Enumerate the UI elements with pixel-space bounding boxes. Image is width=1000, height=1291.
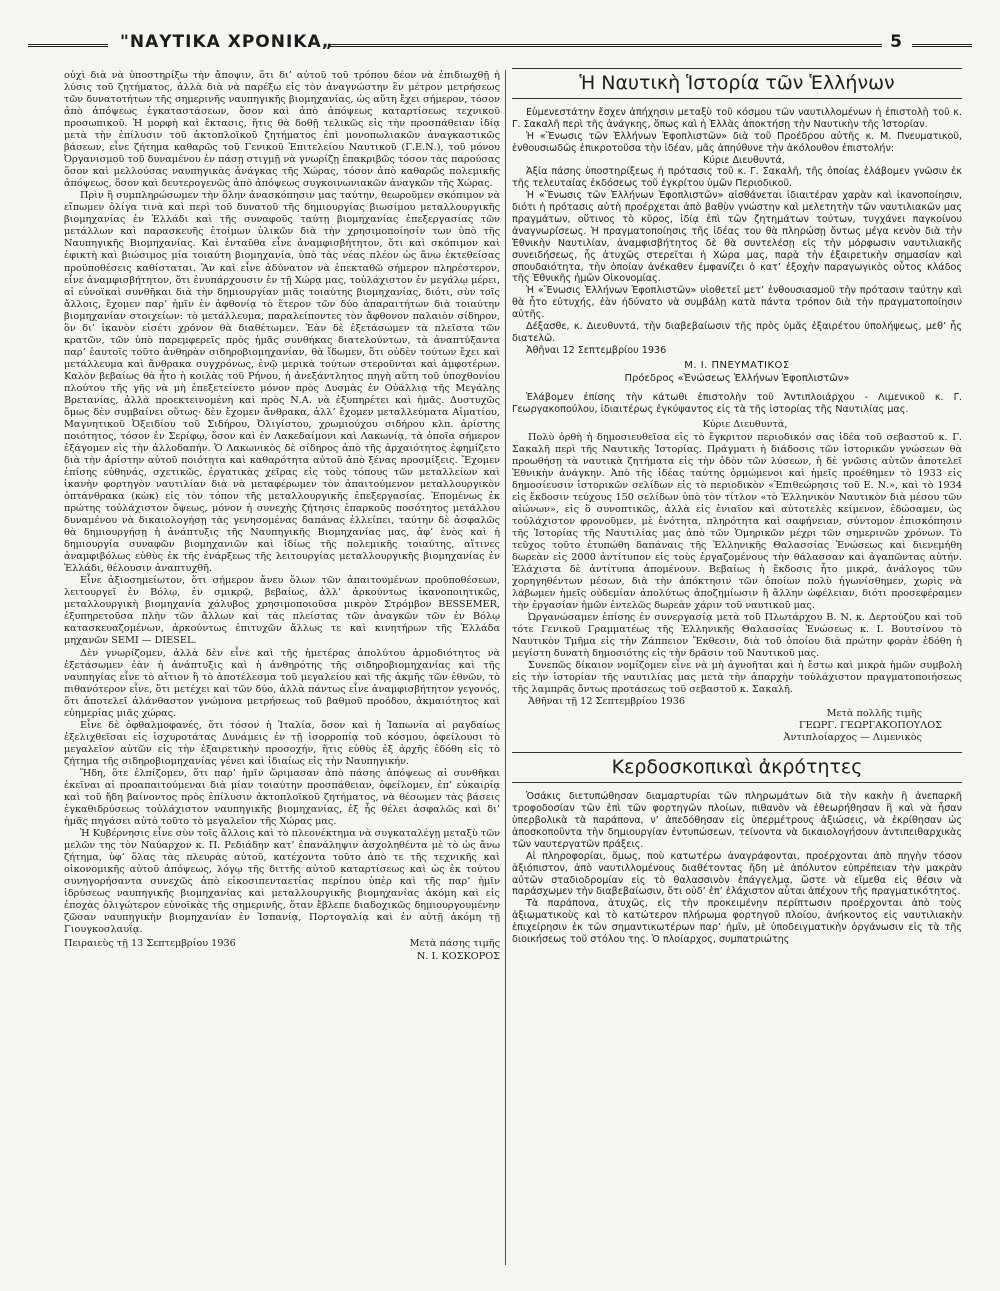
letter2-paragraph: Ὠργανώσαμεν ἐπίσης ἐν συνεργασίᾳ μετὰ τοῦ Πλωτάρχου Β. Ν. κ. Δερτούζου καὶ τοῦ τότε Γενικοῦ Γραμματέως τῆς Ἑλληνικῆς Θαλασσίας Ἑνώσεως κ. Ι. Βουτσίνου τὸ Ναυτικὸν Τμῆμα εἰς τὴν Ζάππειον Ἔκθεσιν, διὰ τοῦ ὁποίου διὰ πρώτην φορὰν ἐδόθη ἡ μεγίστη δυνατὴ δημοσιότης εἰς τὴν δρᾶσιν τοῦ Ναυτικοῦ μας. <box>512 611 962 660</box>
letter2-paragraph: Συνεπῶς δίκαιον νομίζομεν εἶνε νὰ μὴ ἀγνοῆται καὶ ἡ ἔστω καὶ μικρὰ ἡμῶν συμβολὴ εἰς τὴν ἱστορίαν τῆς ναυτιλίας μας μετὰ τὴν ἀπαρχὴν τοὐλάχιστον πραγματοποιήσεως τῆς λαμπρᾶς ὄντως προτάσεως τοῦ σεβαστοῦ κ. Σακαλῆ. <box>512 660 962 696</box>
letter1-signer-name: Μ. Ι. ΠΝΕΥΜΑΤΙΚΟΣ <box>684 359 790 371</box>
right-column <box>512 68 962 1278</box>
article-title-naval-history: Ἡ Ναυτικὴ Ἱστορία τῶν Ἑλλήνων <box>579 72 895 94</box>
letter2-signer-name: ΓΕΩΡΓ. ΓΕΩΡΓΑΚΟΠΟΥΛΟΣ <box>798 720 942 732</box>
letter1-paragraph: Ἡ «Ἕνωσις τῶν Ἑλλήνων Ἐφοπλιστῶν» αἰσθάνεται ἰδιαιτέραν χαρὰν καὶ ἱκανοποίησιν, διότι ἡ πρότασις αὐτὴ προέρχεται ἀπὸ βαθὺν γνώστην καὶ μελετητὴν τῶν ναυτιλιακῶν μας πραγμάτων, οὕτινος τὸ κῦρος, ἰδίᾳ ἐπὶ τῶν ζητημάτων τούτων, τυγχάνει παγκοίνου ἀναγνωρίσεως. Ἡ πραγματοποίησις τῆς ἰδέας του θὰ πληρώσῃ ὄντως μέγα κενὸν διὰ τὴν Ἐθνικὴν Ναυτιλίαν, ἀναμφισβήτητος δὲ θὰ συντελέσῃ εἰς τὴν μόρφωσιν ναυτιλιακῆς συνειδήσεως, ἧς ἀτυχῶς στερεῖται ἡ Χώρα μας, παρὰ τὴν ἐξαιρετικὴν σημασίαν καὶ σπουδαιότητα, τὴν ὁποίαν ἀνέκαθεν ἐμφανίζει ὁ κατ’ ἐξοχὴν παραγωγικὸς οὗτος κλάδος τῆς Ἐθνικῆς ἡμῶν Οἰκονομίας. <box>512 190 962 285</box>
header-rule-right <box>912 44 972 47</box>
letter2-closing: Μετὰ πολλῆς τιμῆς <box>826 708 922 720</box>
left-column <box>64 70 500 1270</box>
masthead-title: "ΝΑΥΤΙΚΑ ΧΡΟΝΙΚΑ„ <box>120 32 334 52</box>
letter1-signer-title: Πρόεδρος «Ἑνώσεως Ἑλλήνων Ἐφοπλιστῶν» <box>624 373 850 385</box>
left-paragraph: Πρὶν ἢ συμπληρώσωμεν τὴν ὅλην ἀνασκόπησιν μας ταύτην, θεωροῦμεν σκόπιμον νὰ εἴπωμεν ὀλίγα τινὰ καὶ περὶ τοῦ δυνατοῦ τῆς δημιουργίας βιωσίμου μεταλλουργικῆς βιομηχανίας ἐν Ἑλλάδι καὶ τῆς συναφοῦς ταύτῃ βιομηχανίας ἐπεξεργασίας τῶν μετάλλων καὶ παρασκευῆς ἑτοίμων ὑλικῶν διὰ τὴν χρησιμοποίησίν των ὑπὸ τῆς Ναυπηγικῆς Βιομηχανίας. Καὶ ἐνταῦθα εἶνε ἀναμφισβήτητον, ὅτι καὶ σκόπιμον καὶ ἐφικτὴ καὶ βιώσιμος μία τοιαύτη βιομηχανία, ὑπὸ τὰς νέας πλέον ὡς ἄνω ἐκτεθείσας προϋποθέσεις καθίσταται. Ἂν καὶ εἶνε ἀδύνατον νὰ ἐπεκταθῶ σήμερον πληρέστερον, εἶνε ἀναμφισβήτητον, ὅτι ἐνυπάρχουσιν ἐν τῇ Χώρᾳ μας, τοὐλάχιστον ἐν μεγάλῳ μέρει, αἱ εὐνοϊκαὶ συνθῆκαι διὰ τὴν δημιουργίαν μιᾶς τοιαύτης βιομηχανίας, διότι, σὺν τοῖς ἄλλοις, ἔχομεν παρ’ ἡμῖν ἐν ἀφθονίᾳ τὸ ἕτερον τῶν δύο ἀπαραιτήτων διὰ τοιαύτην βιομηχανίαν στοιχείων: τὸ μετάλλευμα, παραλείποντες τὸν ἄφθονον παλαιὸν σίδηρον, ὃν δι’ ἱκανὸν εἰσέτι χρόνον θὰ διαθέτωμεν. Ἐὰν δὲ ἐξετάσωμεν τὰ πλεῖστα τῶν κρατῶν, τῶν ὑπὸ παρεμφερεῖς πρὸς ἡμᾶς συνθήκας διατελούντων, τὰ ἀναπτύξαντα παρ’ ἑαυτοῖς τοῦτο ἀνθηρὰν σιδηροβιομηχανίαν, θὰ ἴδωμεν, ὅτι οὐδὲν τούτων ἔχει καὶ μετάλλευμα καὶ ἄνθρακα συγχρόνως, ἐνῷ μερικὰ τούτων στεροῦνται καὶ ἀμφοτέρων. Καλὸν βεβαίως θὰ ἦτο ἡ κοιλὰς τοῦ Ρήνου, ἡ ἀνεξάντλητος πηγὴ αὕτη τοῦ ὑποχθονίου πλούτου τῆς γῆς νὰ μὴ ἐπεξετείνετο μόνον πρὸς Δυσμὰς ἐν Οὐάλλιᾳ τῆς Μεγάλης Βρετανίας, ἀλλὰ προεκτεινομένη καὶ πρὸς Ν.Α. νὰ ἐξυπηρέτει καὶ ἡμᾶς. Δυστυχῶς ὅμως δὲν συμβαίνει οὕτως· δὲν ἔχομεν ἄνθρακα, ἀλλ’ ἔχομεν μεταλλεύματα Αἱματίου, Μαγνητικοῦ Ὀξειδίου τοῦ Σιδήρου, Ὀλιγίστου, χρωμιούχου σιδήρου κλπ. ἀρίστης ποιότητος, τόσον ἐν Σερίφῳ, ὅσον καὶ ἐν Λακεδαίμονι καὶ Λακωνίᾳ, τὰ ὁποῖα σήμερον ἐξάγομεν εἰς τὴν ἀλλοδαπήν. Ὁ Λακωνικὸς δὲ σίδηρος ἀπὸ τῆς ἀρχαιότητος ἐφημίζετο διὰ τὴν ἀρίστην αὐτοῦ ποιότητα καὶ καθαρότητα αὐτοῦ ἀπὸ ξένας προσμίξεις. Ἔχομεν ἐπίσης εὐθηνάς, σχετικῶς, ἐργατικὰς χεῖρας εἰς τοὺς τόπους τῶν μεταλλείων καὶ ἱκανὴν φορτηγὸν ναυτιλίαν διὰ νὰ μεταφέρωμεν τὸν ἀπαιτούμενον μεταλλουργικὸν ὀπτάνθρακα (κὼκ) εἰς τὸν τόπον τῆς μεταλλουργικῆς ἐπεξεργασίας. Ἐπομένως ἐκ πρώτης τοὐλάχιστον ὄψεως, μόνον ἡ συνεχὴς ζήτησις ἐπαρκοῦς ποσότητος μετάλλου δυναμένου νὰ δικαιολογήσῃ τὰς γενησομένας δαπάνας ἐλλείπει, ταύτην δὲ ἀσφαλῶς θὰ δημιουργήσῃ ἡ ἀνάπτυξις τῆς Ναυπηγικῆς Βιομηχανίας μας, ἀφ’ ἑνὸς καὶ ἡ δημιουργία συναφῶν βιομηχανιῶν καὶ ἰδίως τῆς πολεμικῆς τοιαύτης, αἵτινες ἀναμφιβόλως εὐθὺς ἐκ τῆς ἐνάρξεως τῆς λειτουργίας μεταλλουργικῆς βιομηχανίας ἐν Ἑλλάδι, θέλουσιν ἀναπτυχθῆ. <box>64 190 500 575</box>
left-paragraph: Ἡ Κυβέρνησις εἶνε σὺν τοῖς ἄλλοις καὶ τὸ πλεονέκτημα νὰ συγκαταλέγῃ μεταξὺ τῶν μελῶν της τὸν Ναύαρχον κ. Π. Ρεδιάδην κατ’ ἐπανάληψιν ἀσχοληθέντα μὲ τὸ ὡς ἄνω ζήτημα, ὑφ’ ὅλας τὰς πλευρὰς αὐτοῦ, κατέχοντα τοῦτο ἀπὸ τε τῆς τεχνικῆς καὶ οἰκονομικῆς αὐτοῦ ἀπόψεως, λόγῳ τῆς διττῆς αὐτοῦ καταρτίσεως καὶ ὡς ἐκ τούτου συνηγορήσαντα συνεχῶς ἀπὸ εἰκοσιπενταετίας περίπου ὑπὲρ καὶ τῆς παρ’ ἡμῖν ἱδρύσεως ναυπηγικῆς βιομηχανίας καὶ μεταλλουργικῆς βιομηχανίας ἀκόμη καὶ εἰς ἐποχὰς ὀλιγώτερον εὐνοϊκὰς τῆς σημερινῆς, ὅταν ἔβλεπε διαδοχικῶς δημιουργουμένην ζῶσαν ναυπηγικὴν βιομηχανίαν ἐν Ἰσπανίᾳ, Πορτογαλίᾳ καὶ ἐν αὐτῇ ἀκόμη τῇ Γιουγκοσλαυΐᾳ. <box>64 827 500 936</box>
intro-paragraph: Εὐμενεστάτην ἔσχεν ἀπήχησιν μεταξὺ τοῦ κόσμου τῶν ναυτιλλομένων ἡ ἐπιστολὴ τοῦ κ. Γ. Σακαλῆ περὶ τῆς ἀνάγκης, ὅπως καὶ ἡ Ἑλλὰς ἀποκτήσῃ τὴν Ναυτικὴν τῆς Ἱστορίαν. <box>512 107 962 130</box>
letter1-date: Ἀθῆναι 12 Σεπτεμβρίου 1936 <box>526 344 667 356</box>
letter2-date: Ἀθῆναι τῇ 12 Σεπτεμβρίου 1936 <box>528 696 686 708</box>
left-closing-place-date: Πειραιεὺς τῇ 13 Σεπτεμβρίου 1936 <box>64 938 236 950</box>
letter2-body <box>512 419 962 744</box>
article-title-box <box>512 68 962 99</box>
intro-paragraph: Ἡ «Ἕνωσις τῶν Ἑλλήνων Ἐφοπλιστῶν» διὰ τοῦ Προέδρου αὐτῆς κ. Μ. Πνευματικοῦ, ἐνθουσιωδῶς ἐπικροτοῦσα τὴν ἰδέαν, μᾶς ἀπηύθυνε τὴν ἀκόλουθον ἐπιστολήν: <box>512 130 962 154</box>
article-title-box <box>512 752 962 783</box>
left-closing-phrase: Μετὰ πάσης τιμῆς <box>409 938 500 950</box>
speculative-excesses-body <box>512 791 962 946</box>
letter2-paragraph: Πολὺ ὀρθὴ ἡ δημοσιευθεῖσα εἰς τὸ ἔγκριτον περιοδικόν σας ἰδέα τοῦ σεβαστοῦ κ. Γ. Σακαλῆ περὶ τῆς Ναυτικῆς Ἱστορίας. Πράγματι ἡ διάδοσις τῶν ἱστορικῶν γνώσεων θὰ προωθήσῃ τὰ ναυτικὰ ζητήματα εἰς τὴν ὁδὸν τῶν λύσεων, ἡ δὲ γνῶσις αὐτῶν ἀποτελεῖ Ἐθνικὴν ἀνάγκην. Ἀπὸ τῆς ἰδέας ταύτης ὁρμώμενοι καὶ ἡμεῖς προέθημεν τὸ 1933 εἰς δημοσίευσιν ἱστορικῶν σελίδων εἰς τὸ περιοδικὸν «Ἐπιθεώρησις τοῦ Ε. Ν.», καὶ τὸ 1934 εἰς ἔκδοσιν τεύχους 150 σελίδων ὑπὸ τὸν τίτλον «τὸ Ἑλληνικὸν Ναυτικὸν διὰ μέσου τῶν αἰώνων», εἰς ὃ συνοπτικῶς, ἀλλὰ εἰς ἑνιαῖον καὶ αὐτοτελὲς κείμενον, ἐδώσαμεν, ὡς τοὐλάχιστον φρονοῦμεν, μὲ ἑνότητα, πληρότητα καὶ σαφήνειαν, σύντομον ἐπισκόπησιν τῆς Ἱστορίας τῆς Ναυτιλίας μας ἀπὸ τῶν Ὁμηρικῶν μέχρι τῶν σημερινῶν χρόνων. Τὸ τεῦχος τοῦτο ἐτυπώθη δαπάναις τῆς Ἑλληνικῆς Θαλασσίας Ἑνώσεως καὶ διενεμήθη δωρεὰν εἰς 2000 ἀντίτυπον εἰς τοὺς ἐργαζομένους τὴν θάλασσαν καὶ ἀγαπῶντας αὐτήν. Ἐλάχιστα δὲ ἀντίτυπα ἀπομένουν. Βεβαίως ἡ ἔκδοσις ἦτο μικρά, ἀνάλογος τῶν χορηγηθέντων μέσων, διὰ τὴν ἀπόκτησιν τῶν ὁποίων πολὺ ἠγωνίσθημεν, χωρὶς νὰ λάβωμεν ἡμεῖς οὐδεμίαν ἀπολύτως ἀποζημίωσιν ἢ ἄλλην ὠφέλειαν, διότι προσεφέραμεν τὴν ἐργασίαν ἡμῶν ἐντελῶς δωρεὰν χάριν τοῦ ναυτικοῦ μας. <box>512 431 962 611</box>
column-divider <box>505 70 506 1265</box>
article2-paragraph: Τὰ παράπονα, ἀτυχῶς, εἰς τὴν προκειμένην περίπτωσιν προέρχονται ἀπὸ τοὺς ἀξιωματικοὺς καὶ τὸ κατώτερον πλήρωμα φορτηγοῦ πλοίου, ἀνήκοντος εἰς ναυτιλιακὴν ἐπιχείρησιν ἐκ τῶν σημαντικωτέρων παρ’ ἡμῖν, μὲ ὑποδειγματικὴν ὀργάνωσιν εἰς τὰ τῆς διοικήσεως τοῦ στόλου της. Ὁ πλοίαρχος, συμπατριώτης <box>512 898 962 946</box>
letter1-paragraph: Δέξασθε, κ. Διευθυντά, τὴν διαβεβαίωσιν τῆς πρὸς ὑμᾶς ἐξαιρέτου ὑπολήψεως, μεθ’ ἧς διατελῶ. <box>512 321 962 344</box>
article-title-speculative-excesses: Κερδοσκοπικαὶ ἀκρότητες <box>611 756 863 779</box>
letter1-signature <box>512 359 962 386</box>
section-gap <box>512 744 962 752</box>
bridge-text <box>512 392 962 416</box>
letter1-paragraph: Ἡ «Ἕνωσις Ἑλλήνων Ἐφοπλιστῶν» υἱοθετεῖ μετ’ ἐνθουσιασμοῦ τὴν πρότασιν ταύτην καὶ θὰ ἦτο εὐτυχής, ἐὰν ἠδύνατο νὰ συμβάλῃ κατὰ πάντα τρόπον διὰ τὴν πραγματοποίησιν αὐτῆς. <box>512 285 962 321</box>
letter2-salutation: Κύριε Διευθυντά, <box>702 419 788 431</box>
page-header <box>28 28 972 56</box>
left-closing-signature: Ν. Ι. ΚΟΣΚΟΡΟΣ <box>416 950 500 962</box>
letter1-paragraph: Ἀξία πάσης ὑποστηρίξεως ἡ πρότασις τοῦ κ. Γ. Σακαλῆ, τῆς ὁποίας ἐλάβομεν γνῶσιν ἐκ τῆς τελευταίας ἐκδόσεως τοῦ ἐγκρίτου ὑμῶν Περιοδικοῦ. <box>512 166 962 190</box>
header-rule-middle <box>328 44 882 47</box>
article2-paragraph: Ὁσάκις διετυπώθησαν διαμαρτυρίαι τῶν πληρωμάτων διὰ τὴν κακὴν ἢ ἀνεπαρκῆ τροφοδοσίαν τῶν ἐπὶ τῶν φορτηγῶν πλοίων, πιθανὸν νὰ ἐθεωρήθησαν ἢ καὶ νὰ ἦσαν ὑπερβολικὰ τὰ παράπονα, ν’ ἀπεδόθησαν εἰς ὑπερμέτρους ἀξιώσεις, νὰ ἐκρίθησαν ὡς ἀποσκοποῦντα τὴν δημιουργίαν ἐντυπώσεων, τείνοντα νὰ δικαιολογήσουν ἀντιπειθαρχικὰς τῶν ναυτεργατῶν πράξεις. <box>512 791 962 850</box>
letter1-salutation: Κύριε Διευθυντά, <box>703 154 785 166</box>
left-paragraph: Δὲν γνωρίζομεν, ἀλλὰ δὲν εἶνε καὶ τῆς ἡμετέρας ἀπολύτου ἁρμοδιότητος νὰ ἐξετάσωμεν ἐὰν ἡ ἀνάπτυξις καὶ ἡ ἀνθηρότης τῆς σιδηροβιομηχανίας καὶ τῆς ναυπηγίας εἶνε τὸ αἴτιον ἢ τὸ ἀποτέλεσμα τοῦ μεγαλείου καὶ τῆς ἀκμῆς τῶν ἐθνῶν, τὸ πιθανότερον εἶνε, ὅτι μετέχει καὶ τῶν δύο, ἀλλὰ πάντως εἶνε ἀναμφισβήτητον γεγονός, ὅτι ἀποτελεῖ ἀλάνθαστον γνώμονα μετρήσεως τοῦ βαθμοῦ προόδου, ἀκμαιότητος καὶ εὐημερίας μιᾶς χώρας. <box>64 647 500 719</box>
left-closing <box>64 938 500 963</box>
left-paragraph: οὐχὶ διὰ νὰ ὑποστηρίξω τὴν ἄποψιν, ὅτι δι’ αὐτοῦ τοῦ τρόπου δέον νὰ ἐπιδιωχθῇ ἡ λύσις τοῦ ζητήματος, ἀλλὰ διὰ νὰ παρέξω εἰς τὸν ἀναγνώστην ἓν μέτρον μετρήσεως τῶν δυνατοτήτων τῆς σημερινῆς ναυπηγικῆς βιομηχανίας, ὡς αὕτη ἔχει σήμερον, τόσον ἀπὸ ἀπόψεως ἐγκαταστάσεων, ὅσον καὶ ἀπὸ ἀπόψεως καταρτίσεως τεχνικοῦ προσωπικοῦ. Ἡ μορφὴ καὶ ἔκτασις, ἥτις θὰ δοθῇ τελικῶς εἰς τὴν προσπάθειαν ἰδίᾳ μετὰ τὴν ἐπίλυσιν τοῦ ἀκτοπλοϊκοῦ ζητήματος ἐπὶ μονοπωλιακῶν ἀναγκαστικῶς βάσεων, εἶνε ζήτημα καθαρῶς τοῦ Γενικοῦ Ἐπιτελείου Ναυτικοῦ (Γ.Ε.Ν.), τοῦ μόνου Ὀργανισμοῦ τοῦ δυναμένου ἐν πάσῃ στιγμῇ νὰ γνωρίζῃ ἐπακριβῶς τόσον τὰς παρούσας ὅσον καὶ μελλούσας ναυπηγικὰς ἀνάγκας τῆς Χώρας, τόσον ἀπὸ καθαρῶς πολεμικῆς ἀπόψεως, ὅσον καὶ δευτερογενῶς ἀπὸ ἀπόψεως συγκοινωνιακῶν ἀναγκῶν τῆς Χώρας. <box>64 70 500 190</box>
left-article-body <box>64 70 500 936</box>
letter2-signer-title: Ἀντιπλοίαρχος — Λιμενικὸς <box>783 732 922 744</box>
left-paragraph: Ἤδη, ὅτε ἐλπίζομεν, ὅτι παρ’ ἡμῖν ὥριμασαν ἀπὸ πάσης ἀπόψεως αἱ συνθῆκαι ἐκεῖναι αἱ προαπαιτούμεναι διὰ μίαν τοιαύτην προσπάθειαν, ὀφείλομεν, ἐπ’ εὐκαιρίᾳ καὶ τοῦ ἤδη βαίνοντος πρὸς ἐπίλυσιν ἀκτοπλοϊκοῦ ζητήματος, νὰ θέσωμεν τὰς βάσεις ἐγκαθιδρύσεως τοὐλάχιστον ναυπηγικῆς βιομηχανίας, ἐξ ἧς θέλει ἀσφαλῶς καὶ δι’ ἡμᾶς πηγάσει αὐτὸ τοῦτο τὸ μεγαλεῖον τῆς Χώρας μας. <box>64 767 500 827</box>
header-rule-left <box>28 44 108 47</box>
article2-paragraph: Αἱ πληροφορίαι, ὅμως, ποὺ κατωτέρω ἀναγράφονται, προέρχονται ἀπὸ πηγὴν τόσον ἀξιόπιστον, ἀπὸ ναυτιλλομένους διαθέτοντας ἤδη μὲ ἀπόλυτον εὐπρέπειαν τὴν μακρὰν αὐτῶν σταδιοδρομίαν εἰς τὸ θαλασσινὸν ἐπάγγελμα, ὥστε νὰ εἴμεθα εἰς θέσιν νὰ παράσχωμεν τὴν διαβεβαίωσιν, ὅτι οὐδ’ ἐπ’ ἐλάχιστον αὗται ἀπέχουν τῆς πραγματικότητος. <box>512 850 962 898</box>
page-number: 5 <box>890 32 902 52</box>
left-paragraph: Εἶνε δὲ ὀφθαλμοφανές, ὅτι τόσον ἡ Ἰταλία, ὅσον καὶ ἡ Ἰαπωνία αἱ ραγδαίως ἐξελιχθεῖσαι εἰς ἰσχυροτάτας Δυνάμεις ἐν τῇ ἰσορροπίᾳ τοῦ κόσμου, ὀφείλουσι τὸ μεγαλεῖον αὐτῶν εἰς τὴν ἐξαιρετικὴν προσοχήν, ἥτις εὐθὺς ἐξ ἀρχῆς ἐδόθη εἰς τὸ ζήτημα τῆς σιδηροβιομηχανίας γένει καὶ ἰδιαίως εἰς τὴν Ναυπηγικήν. <box>64 719 500 767</box>
naval-history-intro <box>512 107 962 357</box>
left-paragraph: Εἶνε ἀξιοσημείωτον, ὅτι σήμερον ἄνευ ὅλων τῶν ἀπαιτουμένων προϋποθέσεων, λειτουργεῖ ἐν Βόλῳ, ἐν σμικρῷ, βεβαίως, ἀλλ’ ἀρκούντως ἱκανοποιητικῶς, μεταλλουργικὴ βιομηχανία χάλυβος χρησιμοποιοῦσα μικρὸν Στρόμβον BESSEMER, ἐξυπηρετοῦσα πλὴν τῶν ἄλλων καὶ τὰς πλείστας τῶν ἀναγκῶν τῶν ἐν Βόλῳ κατασκευαζομένων, ἀρκούντως ἐπιτυχῶν ἄλλως τε καὶ κινητήρων τῆς Ἑλλάδα μηχανῶν SEMI — DIESEL. <box>64 575 500 647</box>
bridge-paragraph: Ἐλάβομεν ἐπίσης τὴν κάτωθι ἐπιστολὴν τοῦ Ἀντιπλοιάρχου - Λιμενικοῦ κ. Γ. Γεωργακοπούλου, ἰδιαιτέρως ἐγκύψαντος εἰς τὰ τῆς ἱστορίας τῆς Ναυτιλίας μας. <box>512 391 962 415</box>
